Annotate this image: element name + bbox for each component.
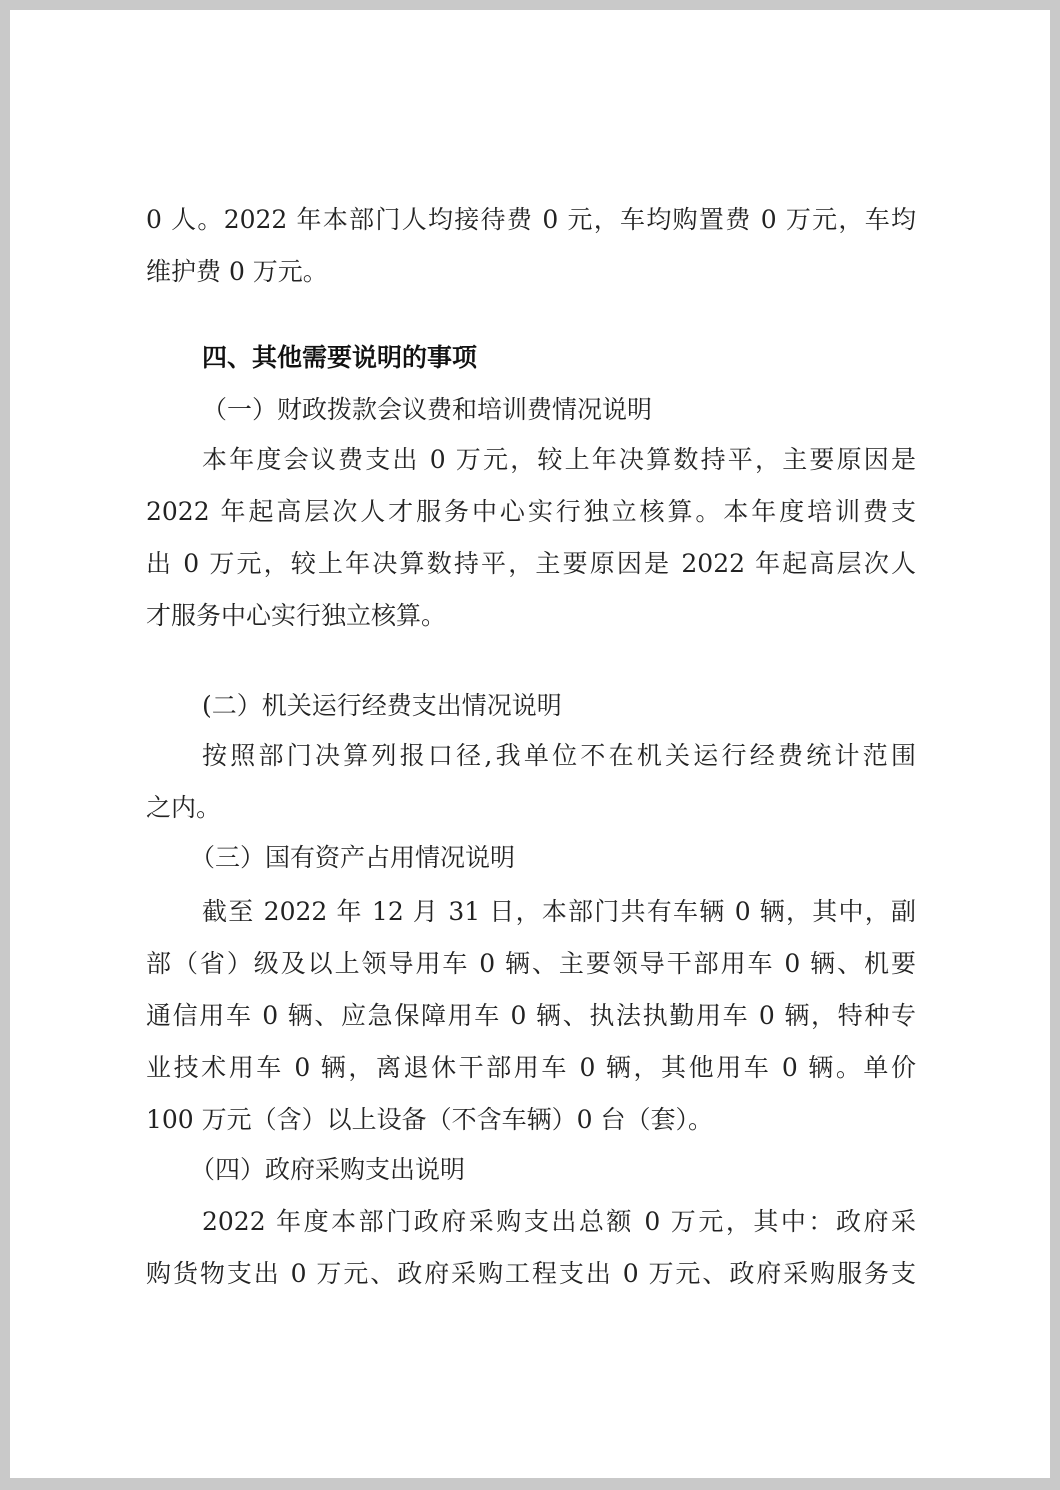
subsection-heading: （一）财政拨款会议费和培训费情况说明: [202, 395, 653, 424]
body-line: 2022 年度本部门政府采购支出总额 0 万元，其中：政府采: [202, 1207, 916, 1236]
body-line: 部（省）级及以上领导用车 0 辆、主要领导干部用车 0 辆、机要: [146, 949, 916, 978]
body-line: 之内。: [146, 793, 222, 822]
body-line: 业技术用车 0 辆，离退休干部用车 0 辆，其他用车 0 辆。单价: [146, 1053, 916, 1082]
body-line: 通信用车 0 辆、应急保障用车 0 辆、执法执勤用车 0 辆，特种专: [146, 1001, 916, 1030]
body-line: 购货物支出 0 万元、政府采购工程支出 0 万元、政府采购服务支: [146, 1259, 916, 1288]
body-line: 出 0 万元，较上年决算数持平，主要原因是 2022 年起高层次人: [146, 549, 916, 578]
body-line: 0 人。2022 年本部门人均接待费 0 元，车均购置费 0 万元，车均: [146, 205, 916, 234]
body-line: 2022 年起高层次人才服务中心实行独立核算。本年度培训费支: [146, 497, 916, 526]
subsection-heading: （三）国有资产占用情况说明: [190, 843, 516, 872]
body-line: 才服务中心实行独立核算。: [146, 601, 447, 630]
subsection-heading: (二）机关运行经费支出情况说明: [202, 691, 562, 720]
subsection-heading: （四）政府采购支出说明: [190, 1155, 466, 1184]
body-line: 按照部门决算列报口径,我单位不在机关运行经费统计范围: [202, 741, 916, 770]
body-line: 100 万元（含）以上设备（不含车辆）0 台（套）。: [146, 1105, 714, 1134]
body-line: 截至 2022 年 12 月 31 日，本部门共有车辆 0 辆，其中，副: [202, 897, 916, 926]
body-line: 维护费 0 万元。: [146, 257, 328, 286]
body-line: 本年度会议费支出 0 万元，较上年决算数持平，主要原因是: [202, 445, 916, 474]
document-page: [10, 10, 1050, 1478]
section-heading: 四、其他需要说明的事项: [202, 343, 478, 372]
